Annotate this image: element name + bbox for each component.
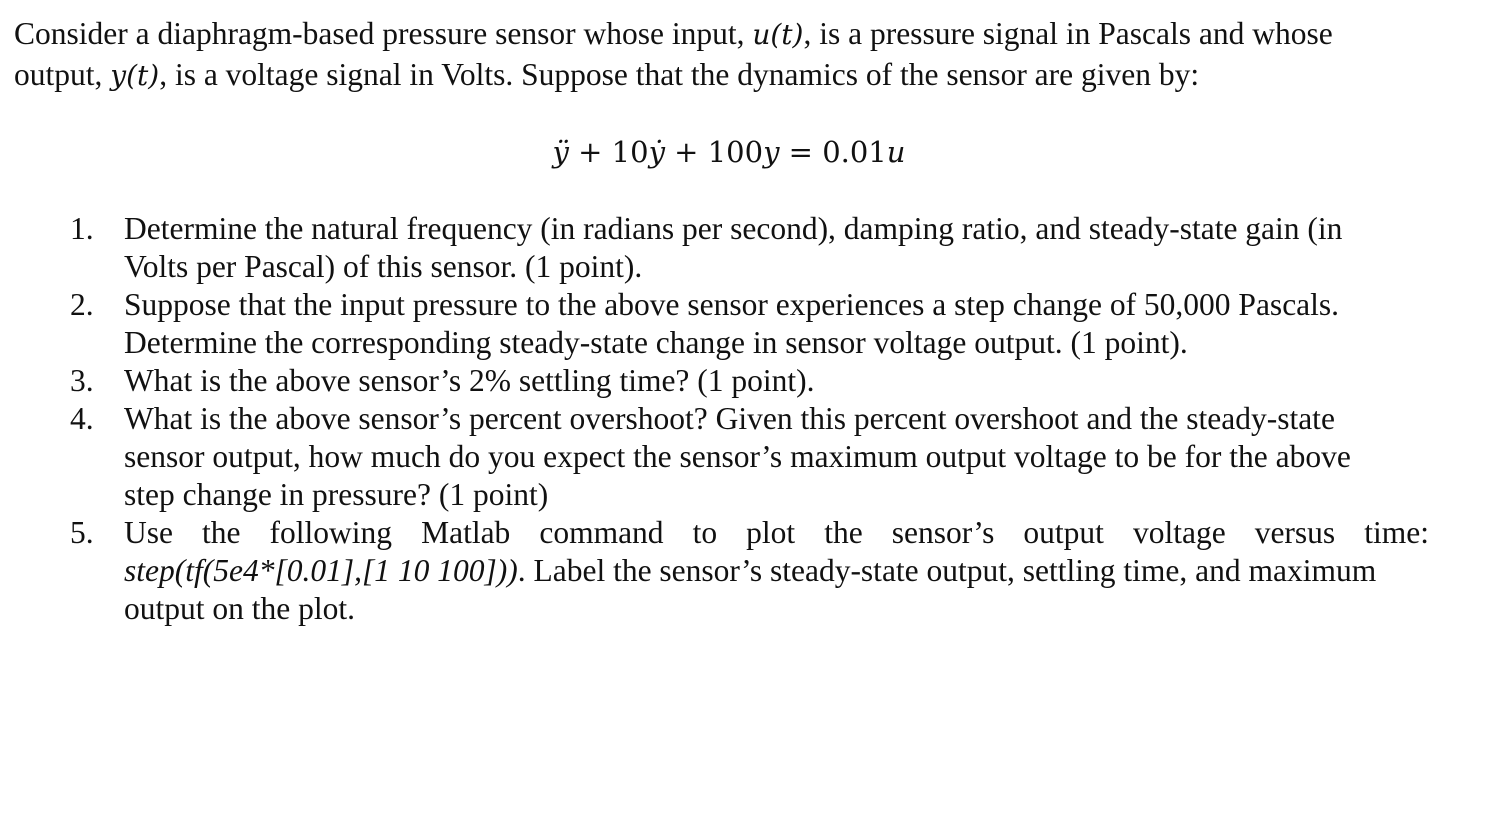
question-number: 1. xyxy=(70,211,94,246)
question-text: Volts per Pascal) of this sensor. (1 point). xyxy=(124,249,643,284)
question-list xyxy=(14,210,1444,628)
intro-text: , is a voltage signal in Volts. Suppose that the dynamics of the sensor are given by: xyxy=(159,57,1200,92)
question-word: sensor’s xyxy=(891,515,995,550)
input-signal-symbol: u(t) xyxy=(752,18,804,51)
intro-text: Consider a diaphragm-based pressure sensor whose input, xyxy=(14,16,753,51)
question-word: the xyxy=(824,515,863,550)
question-number: 4. xyxy=(70,401,94,436)
equation-u: u xyxy=(886,135,906,169)
question-text: Determine the corresponding steady-state change in sensor voltage output. (1 point). xyxy=(124,325,1188,360)
question-text: output on the plot. xyxy=(124,591,355,626)
question-2 xyxy=(14,286,1444,362)
question-5 xyxy=(14,514,1444,628)
question-text xyxy=(124,552,1444,590)
question-word: to xyxy=(692,515,718,550)
question-number: 5. xyxy=(70,515,94,550)
question-3 xyxy=(14,362,1444,400)
question-text: What is the above sensor’s percent overshoot? Given this percent overshoot and the steady-state xyxy=(124,401,1335,436)
question-word: command xyxy=(539,515,664,550)
question-word: the xyxy=(202,515,241,550)
question-word: output xyxy=(1023,515,1104,550)
equation-y-double-dot: ÿ xyxy=(552,135,569,169)
problem-intro xyxy=(14,14,1444,96)
question-text: Determine the natural frequency (in radians per second), damping ratio, and steady-state gain (in xyxy=(124,211,1343,246)
question-word: Matlab xyxy=(421,515,511,550)
question-text: sensor output, how much do you expect the sensor’s maximum output voltage to be for the above xyxy=(124,439,1351,474)
intro-text: output, xyxy=(14,57,111,92)
question-text: Suppose that the input pressure to the above sensor experiences a step change of 50,000 Pascals. xyxy=(124,287,1340,322)
question-text: What is the above sensor’s 2% settling time? (1 point). xyxy=(124,363,815,398)
question-word: time: xyxy=(1364,515,1429,550)
question-1 xyxy=(14,210,1444,286)
question-word: Use xyxy=(124,515,173,550)
intro-line-2 xyxy=(14,55,1444,96)
question-text: step change in pressure? (1 point) xyxy=(124,477,549,512)
question-word: versus xyxy=(1254,515,1336,550)
intro-line-1 xyxy=(14,14,1444,55)
question-word: plot xyxy=(746,515,796,550)
equation-term: = 0.01 xyxy=(779,135,887,169)
output-signal-symbol: y(t) xyxy=(110,59,160,92)
equation-term: + 10 xyxy=(568,135,649,169)
question-4 xyxy=(14,400,1444,514)
question-number: 3. xyxy=(70,363,94,398)
question-number: 2. xyxy=(70,287,94,322)
dynamics-equation xyxy=(14,132,1444,172)
matlab-command: step(tf(5e4*[0.01],[1 10 100])) xyxy=(124,553,518,588)
equation-term: + 100 xyxy=(664,135,764,169)
intro-text: , is a pressure signal in Pascals and whose xyxy=(803,16,1333,51)
question-word: voltage xyxy=(1132,515,1226,550)
question-word: following xyxy=(269,515,393,550)
equation-y: y xyxy=(763,135,780,169)
question-text-justified xyxy=(124,514,1429,552)
question-text: . Label the sensor’s steady-state output, settling time, and maximum xyxy=(517,553,1377,588)
equation-y-dot: ẏ xyxy=(648,135,665,169)
document xyxy=(14,14,1444,628)
